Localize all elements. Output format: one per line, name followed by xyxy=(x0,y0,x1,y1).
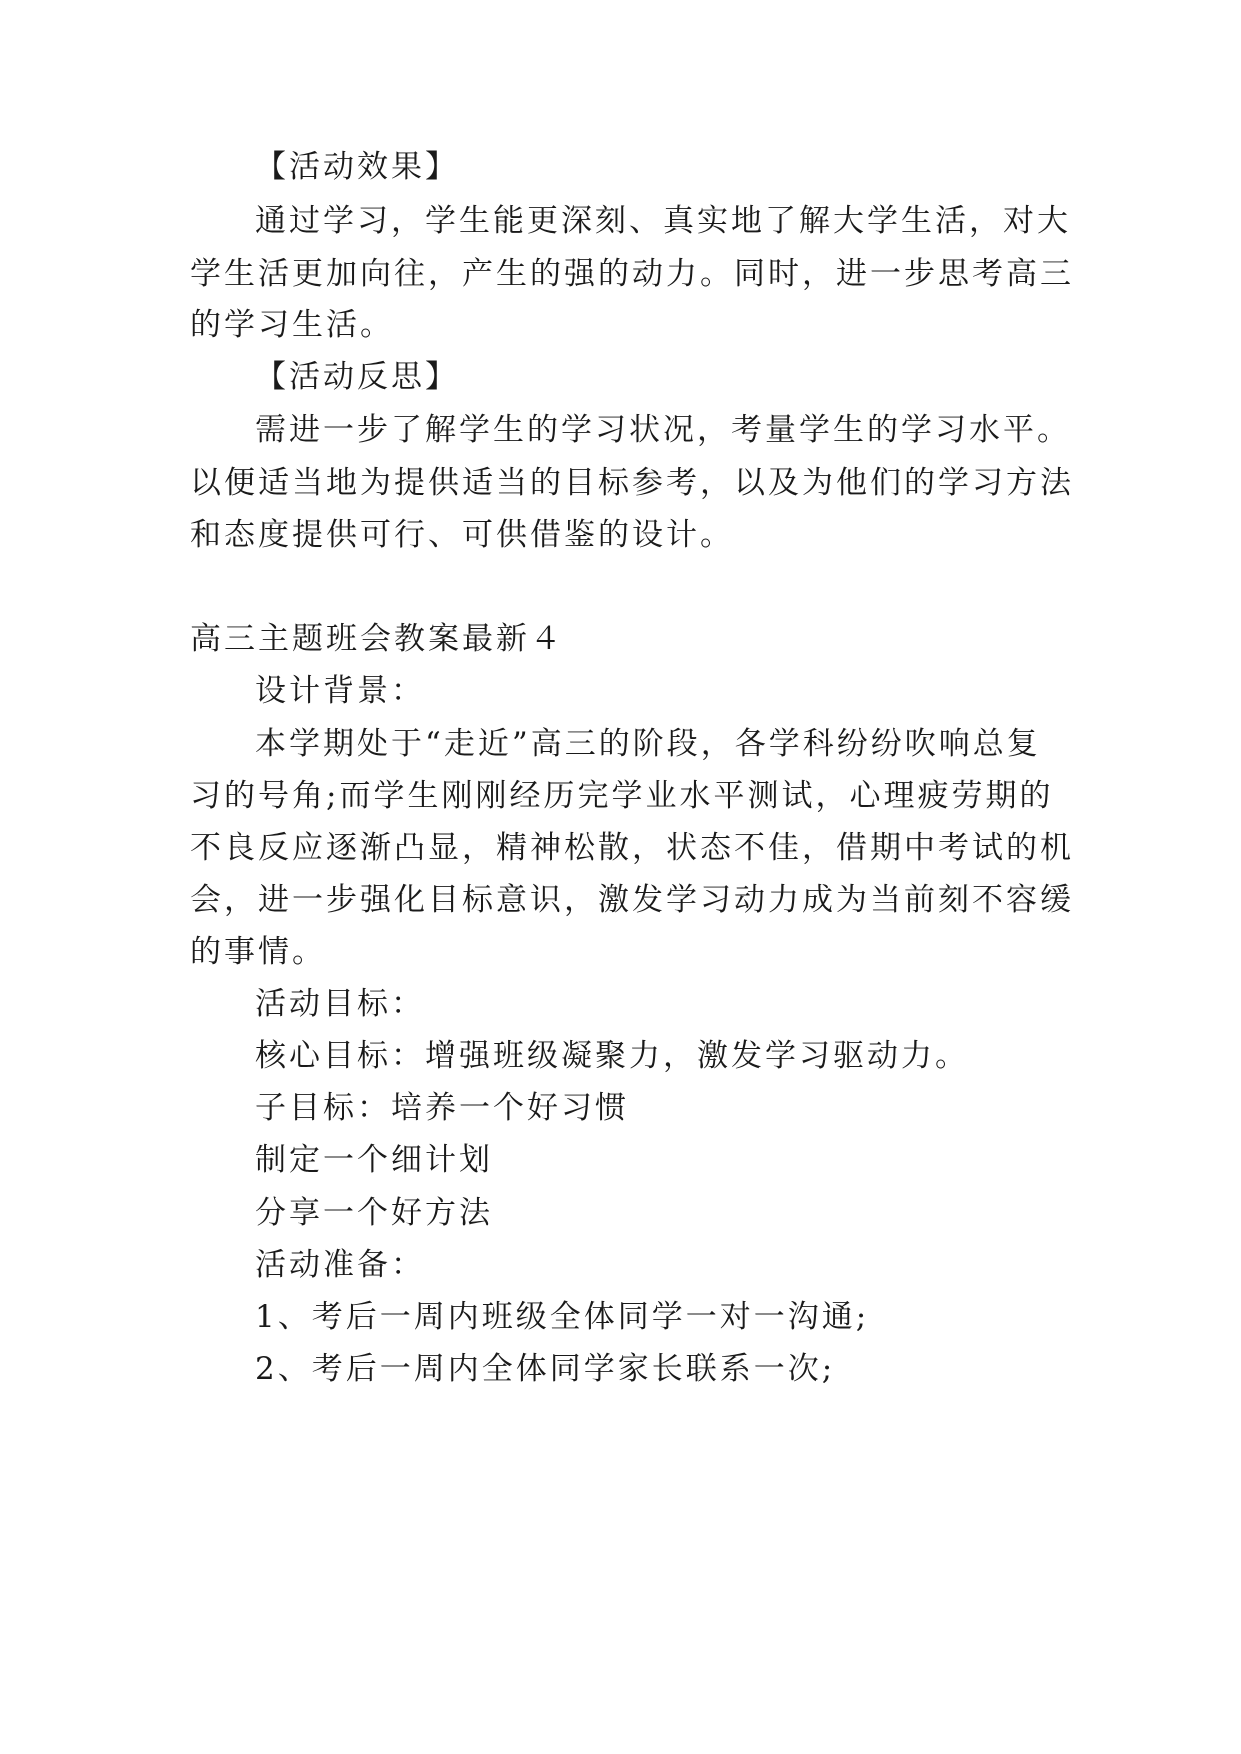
goals-label: 活动目标： xyxy=(255,986,425,1022)
core-goal: 核心目标：增强班级凝聚力，激发学习驱动力。 xyxy=(255,1038,969,1074)
preparation-item: 1、考后一周内班级全体同学一对一沟通; xyxy=(255,1299,870,1335)
document-title: 高三主题班会教案最新４ xyxy=(190,621,564,657)
paragraph-line: 的学习生活。 xyxy=(190,307,394,343)
paragraph-line: 习的号角;而学生刚刚经历完学业水平测试，心理疲劳期的 xyxy=(190,778,1054,814)
paragraph-line: 会，进一步强化目标意识，激发学习动力成为当前刻不容缓 xyxy=(190,882,1074,918)
paragraph-line: 学生活更加向往，产生的强的动力。同时，进一步思考高三 xyxy=(190,256,1074,292)
section-heading-reflection: 【活动反思】 xyxy=(255,359,459,395)
paragraph-line: 的事情。 xyxy=(190,934,326,970)
paragraph-line: 以便适当地为提供适当的目标参考，以及为他们的学习方法 xyxy=(190,465,1074,501)
paragraph-line: 和态度提供可行、可供借鉴的设计。 xyxy=(190,517,734,553)
paragraph-line: 需进一步了解学生的学习状况，考量学生的学习水平。 xyxy=(255,412,1071,448)
section-heading-effect: 【活动效果】 xyxy=(255,149,459,185)
background-label: 设计背景： xyxy=(255,673,425,709)
sub-goal: 制定一个细计划 xyxy=(255,1142,493,1178)
preparation-label: 活动准备： xyxy=(255,1247,425,1283)
preparation-item: 2、考后一周内全体同学家长联系一次; xyxy=(255,1351,836,1387)
sub-goal: 分享一个好方法 xyxy=(255,1195,493,1231)
paragraph-line: 不良反应逐渐凸显，精神松散，状态不佳，借期中考试的机 xyxy=(190,830,1074,866)
paragraph-line: 本学期处于“走近”高三的阶段，各学科纷纷吹响总复 xyxy=(255,726,1041,762)
paragraph-line: 通过学习，学生能更深刻、真实地了解大学生活，对大 xyxy=(255,203,1071,239)
sub-goal: 子目标：培养一个好习惯 xyxy=(255,1090,629,1126)
